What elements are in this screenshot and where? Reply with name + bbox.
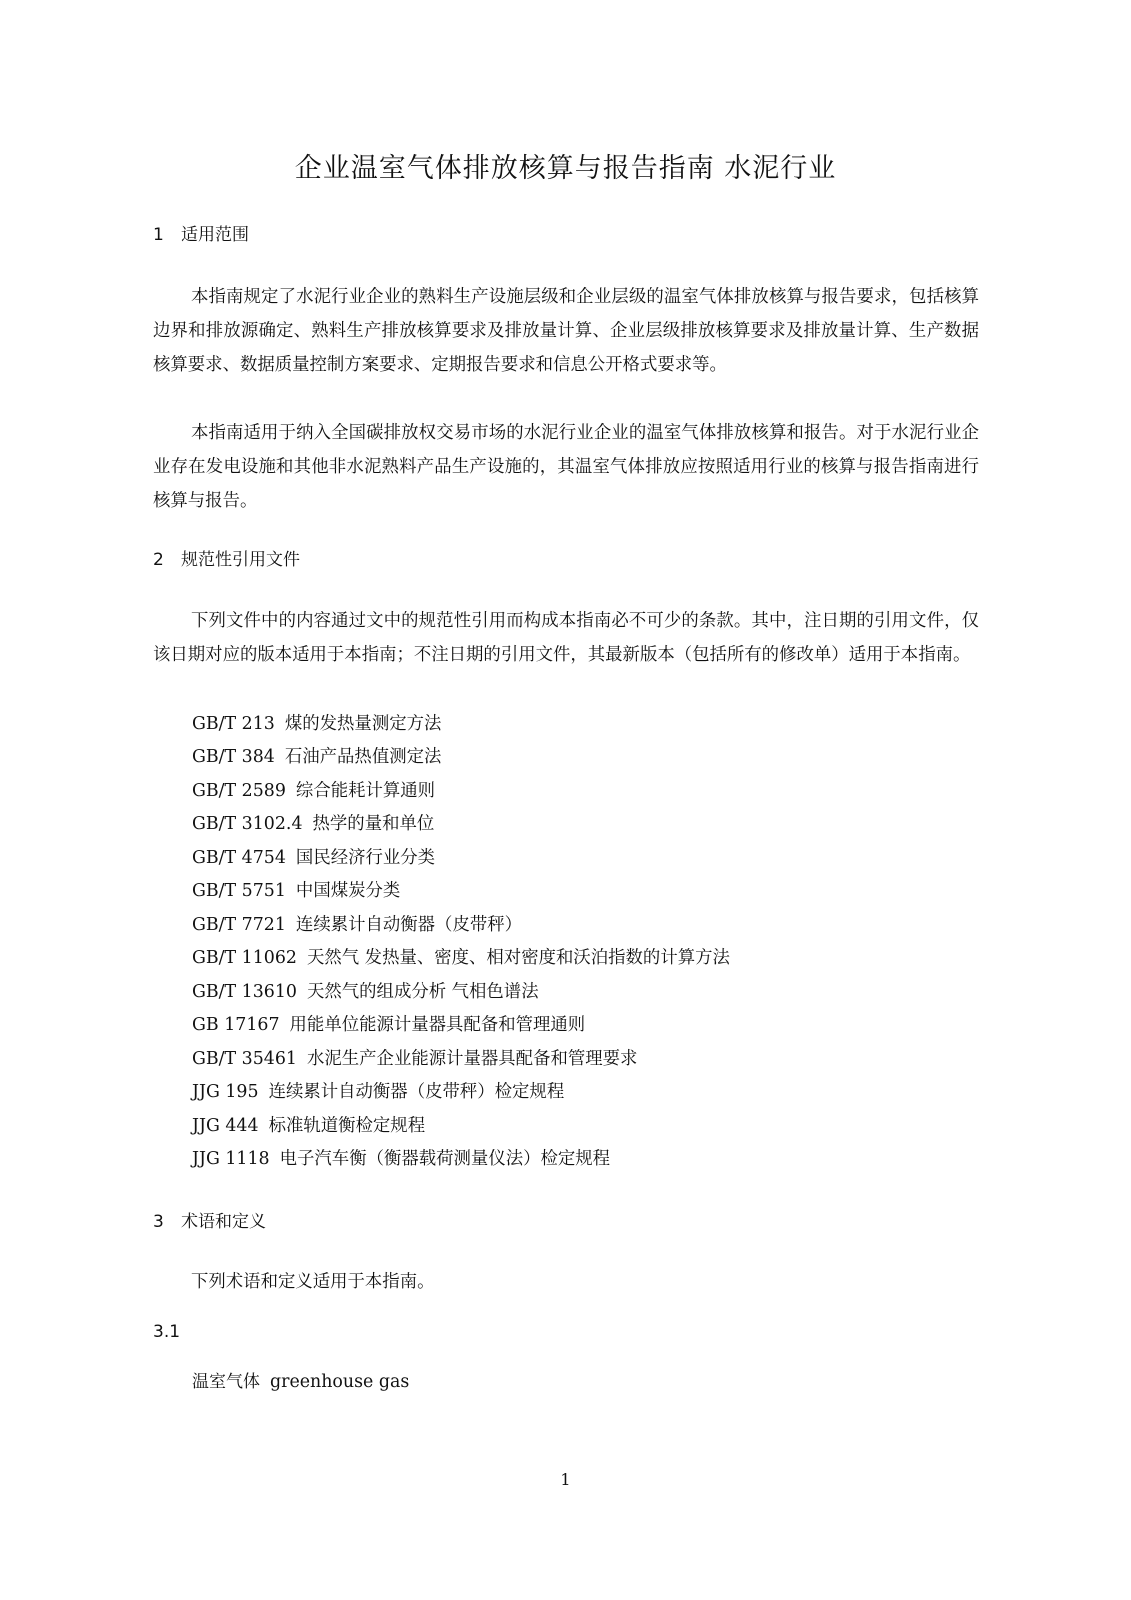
reference-item <box>192 742 441 767</box>
reference-code: JJG 444 <box>192 1116 259 1136</box>
section-title: 适用范围 <box>181 225 249 245</box>
reference-code: GB/T 2589 <box>192 781 286 801</box>
reference-code: GB 17167 <box>192 1015 280 1035</box>
reference-code: GB/T 35461 <box>192 1049 297 1069</box>
reference-code: JJG 1118 <box>192 1149 270 1169</box>
reference-name: 连续累计自动衡器（皮带秤） <box>295 915 523 935</box>
reference-name: 综合能耗计算通则 <box>295 781 436 801</box>
reference-item <box>192 809 434 834</box>
section-1-heading <box>153 220 249 245</box>
reference-name: 国民经济行业分类 <box>295 848 436 868</box>
reference-name: 水泥生产企业能源计量器具配备和管理要求 <box>306 1049 638 1069</box>
section-2-paragraph-1: 下列文件中的内容通过文中的规范性引用而构成本指南必不可少的条款。其中，注日期的引用文件，仅该日期对应的版本适用于本指南；不注日期的引用文件，其最新版本（包括所有的修改单）适用于本指南。 <box>153 611 979 665</box>
reference-code: GB/T 5751 <box>192 881 286 901</box>
reference-item <box>192 776 435 801</box>
reference-name: 天然气 发热量、密度、相对密度和沃泊指数的计算方法 <box>306 948 730 968</box>
reference-name: 石油产品热值测定法 <box>284 747 442 767</box>
reference-item <box>192 943 730 968</box>
reference-name: 热学的量和单位 <box>312 814 435 834</box>
reference-code: GB/T 213 <box>192 714 275 734</box>
reference-code: GB/T 13610 <box>192 982 297 1002</box>
reference-item <box>192 1111 425 1136</box>
reference-item <box>192 977 539 1002</box>
reference-code: GB/T 7721 <box>192 915 286 935</box>
section-title: 规范性引用文件 <box>181 550 300 570</box>
reference-name: 天然气的组成分析 气相色谱法 <box>306 982 539 1002</box>
reference-code: GB/T 384 <box>192 747 275 767</box>
reference-item <box>192 876 400 901</box>
term-english: greenhouse gas <box>270 1372 410 1392</box>
section-3-paragraph-1: 下列术语和定义适用于本指南。 <box>191 1272 435 1292</box>
reference-name: 电子汽车衡（衡器载荷测量仪法）检定规程 <box>279 1149 611 1169</box>
reference-code: JJG 195 <box>192 1082 259 1102</box>
reference-item <box>192 1010 585 1035</box>
term-chinese: 温室气体 <box>192 1372 260 1392</box>
reference-item <box>192 843 435 868</box>
section-1-paragraph-2: 本指南适用于纳入全国碳排放权交易市场的水泥行业企业的温室气体排放核算和报告。对于水泥行业企业存在发电设施和其他非水泥熟料产品生产设施的，其温室气体排放应按照适用行业的核算与报告指南进行核算与报告。 <box>153 423 979 511</box>
reference-name: 用能单位能源计量器具配备和管理通则 <box>289 1015 586 1035</box>
reference-item <box>192 709 441 734</box>
page-title: 企业温室气体排放核算与报告指南 水泥行业 <box>294 153 837 184</box>
reference-item <box>192 1144 610 1169</box>
reference-name: 煤的发热量测定方法 <box>284 714 442 734</box>
reference-item <box>192 910 522 935</box>
reference-item <box>192 1077 564 1102</box>
term-entry <box>192 1367 409 1392</box>
clause-number: 3.1 <box>153 1322 181 1342</box>
section-1-paragraph-1: 本指南规定了水泥行业企业的熟料生产设施层级和企业层级的温室气体排放核算与报告要求，包括核算边界和排放源确定、熟料生产排放核算要求及排放量计算、企业层级排放核算要求及排放量计算、生产数据核算要求、数据质量控制方案要求、定期报告要求和信息公开格式要求等。 <box>153 287 979 375</box>
reference-item <box>192 1044 637 1069</box>
section-number: 3 <box>153 1212 164 1232</box>
reference-name: 中国煤炭分类 <box>295 881 401 901</box>
reference-code: GB/T 4754 <box>192 848 286 868</box>
section-title: 术语和定义 <box>181 1212 266 1232</box>
section-number: 2 <box>153 550 164 570</box>
reference-code: GB/T 3102.4 <box>192 814 303 834</box>
reference-name: 连续累计自动衡器（皮带秤）检定规程 <box>268 1082 565 1102</box>
reference-name: 标准轨道衡检定规程 <box>268 1116 426 1136</box>
section-2-heading <box>153 545 300 570</box>
section-number: 1 <box>153 225 164 245</box>
page-number: 1 <box>560 1470 571 1489</box>
reference-code: GB/T 11062 <box>192 948 297 968</box>
section-3-heading <box>153 1207 266 1232</box>
